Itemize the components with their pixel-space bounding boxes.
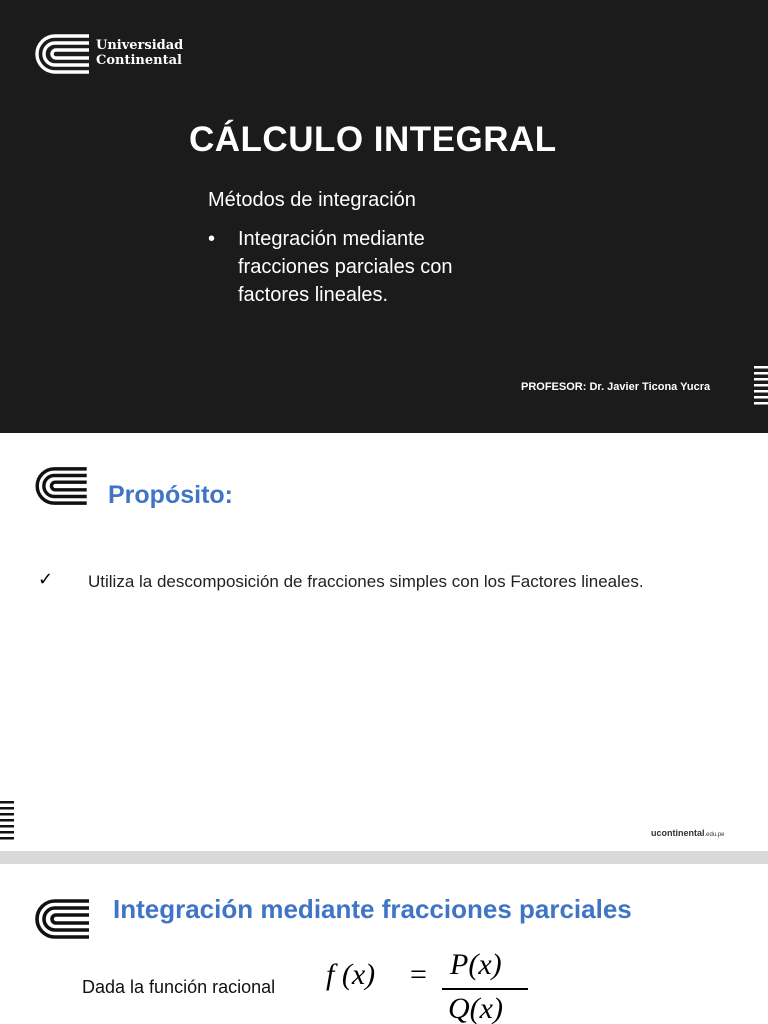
course-title: CÁLCULO INTEGRAL <box>189 120 557 159</box>
formula-numerator: P(x) <box>450 948 502 981</box>
formula-equals: = <box>410 958 427 991</box>
purpose-text: Utiliza la descomposición de fracciones simples con los Factores lineales. <box>88 572 644 591</box>
logo-mark-icon <box>34 466 88 506</box>
formula-lhs: f (x) <box>326 958 376 991</box>
purpose-title: Propósito: <box>108 481 233 509</box>
fraction-bar <box>442 988 528 990</box>
section-title: Integración mediante fracciones parciales <box>113 894 632 924</box>
logo-mark-icon <box>34 898 90 940</box>
rational-function-label: Dada la función racional <box>82 977 276 997</box>
title-slide <box>0 0 768 433</box>
stripes-icon <box>0 801 14 843</box>
formula-denominator: Q(x) <box>448 992 503 1024</box>
partial-fractions-slide <box>0 864 768 1024</box>
footer-domain: ucontinental <box>651 828 705 838</box>
checkmark-icon: ✓ <box>38 569 54 589</box>
brand-line-2: Continental <box>96 53 182 68</box>
stripes-icon <box>754 366 768 408</box>
topic-bullet <box>208 225 528 309</box>
purpose-item <box>38 569 724 594</box>
rational-function-formula <box>322 948 537 1024</box>
bullet-text: Integración mediante fracciones parciales con factores lineales. <box>238 228 453 306</box>
footer-url <box>651 828 725 838</box>
footer-suffix: .edu.pe <box>704 832 725 838</box>
topic-subtitle: Métodos de integración <box>208 189 416 211</box>
brand-line-1: Universidad <box>96 38 184 53</box>
brand-name <box>96 38 183 68</box>
professor-name: PROFESOR: Dr. Javier Ticona Yucra <box>521 381 711 393</box>
bullet-dot: • <box>208 228 216 250</box>
purpose-slide <box>0 433 768 851</box>
logo-mark-icon <box>34 33 90 75</box>
